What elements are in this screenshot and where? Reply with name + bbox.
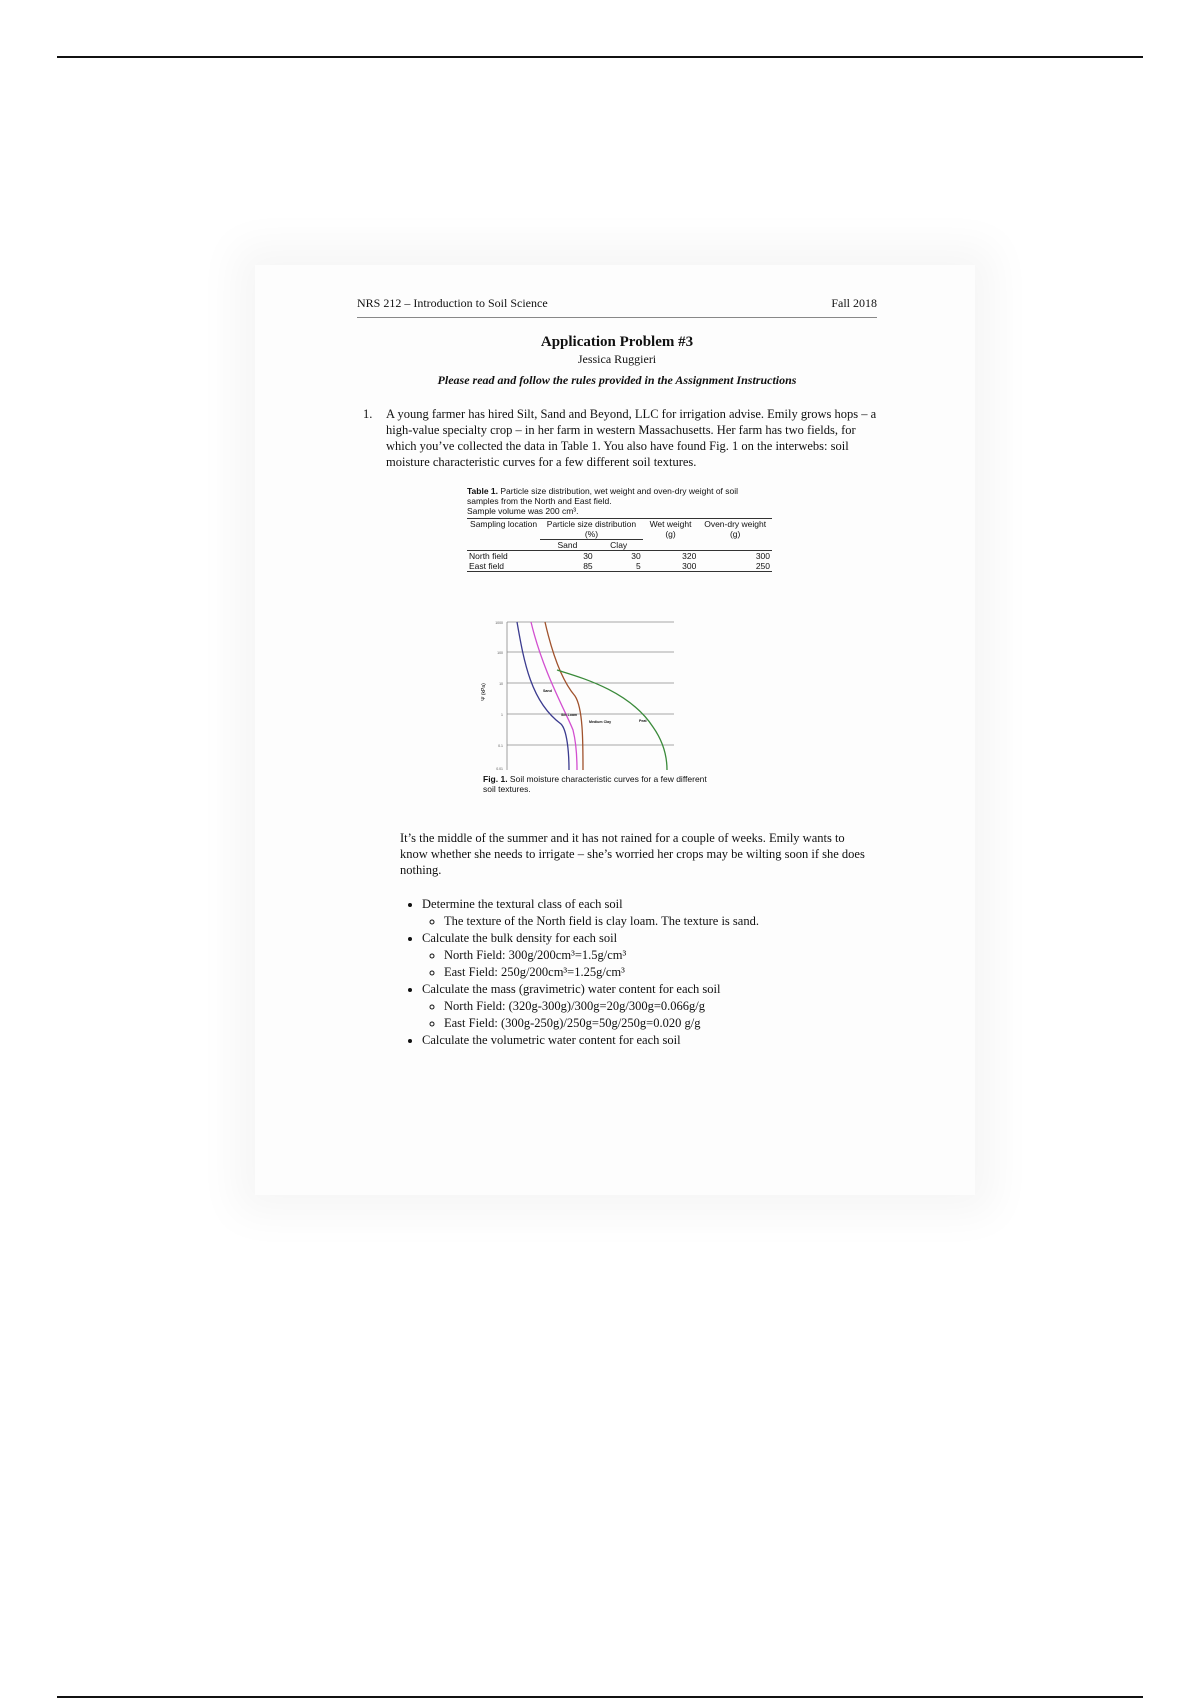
task-item [422, 896, 877, 930]
answer-item: ◦ East Field: (300g-250g)/250g=50g/250g=0.020 g/g [444, 1015, 877, 1032]
table-caption-label: Table 1. [467, 486, 499, 496]
y-tick-label: 10 [499, 682, 503, 686]
y-tick-label: 100 [497, 651, 503, 655]
col-particle: Particle size distribution (%) [540, 519, 643, 540]
y-tick-labels [495, 621, 503, 771]
col-sand: Sand [557, 540, 578, 550]
label-peat: Peat [639, 719, 647, 723]
task-text: Calculate the bulk density for each soil [422, 931, 618, 945]
figure-1 [479, 612, 719, 794]
task-text: Calculate the volumetric water content for each soil [422, 1033, 681, 1047]
task-item [422, 930, 877, 981]
task-item [422, 981, 877, 1032]
task-text: Determine the textural class of each soil [422, 897, 623, 911]
y-axis-label: Ψ (kPa) [481, 683, 487, 701]
table-caption [467, 486, 772, 506]
label-silt-loam: Silt Loam [561, 713, 578, 717]
document-page [357, 296, 877, 1049]
col-dry: Oven-dry weight (g) [704, 519, 767, 539]
author-name: Jessica Ruggieri [577, 352, 657, 366]
answer-item: ◦ East Field: 250g/200cm³=1.25g/cm³ [444, 964, 877, 981]
answer-item: ◦ North Field: 300g/200cm³=1.5g/cm³ [444, 947, 877, 964]
label-medium-clay: Medium Clay [589, 720, 612, 724]
col-location: Sampling location [470, 519, 538, 529]
cell-clay: 5 [635, 561, 641, 571]
answer-list [422, 947, 877, 981]
soil-moisture-chart [479, 612, 679, 772]
curve-labels [543, 689, 647, 724]
figure-caption [483, 774, 719, 794]
table-row [467, 561, 772, 572]
y-tick-label: 0.1 [498, 744, 503, 748]
table-note: Sample volume was 200 cm³. [467, 506, 579, 516]
table-caption-text: Particle size distribution, wet weight and oven-dry weight of soil samples from the North and East field. [467, 486, 739, 506]
answer-list [422, 998, 877, 1032]
question-1 [357, 406, 877, 470]
cell-location: East field [469, 561, 504, 571]
gridlines [507, 622, 674, 770]
table-row [467, 551, 772, 562]
question-text: A young farmer has hired Silt, Sand and Beyond, LLC for irrigation advise. Emily grows hops – a high-value specialty crop – in her farm in western Massachusetts. Her farm has two fields, for which you’ve collected the data in Table 1. You also have found Fig. 1 on the interwebs: soil moisture characteristic curves for a few different soil textures. [386, 407, 877, 469]
cell-sand: 85 [583, 561, 593, 571]
label-sand: Sand [543, 689, 552, 693]
y-tick-label: 1000 [495, 621, 503, 625]
sand-curve [517, 622, 569, 770]
data-table [467, 518, 772, 572]
medium-clay-curve [545, 622, 583, 770]
col-clay: Clay [610, 540, 628, 550]
cell-sand: 30 [583, 551, 593, 561]
y-tick-label: 0.01 [496, 767, 503, 771]
y-tick-label: 1 [501, 713, 503, 717]
col-wet: Wet weight (g) [649, 519, 692, 539]
course-name: NRS 212 – Introduction to Soil Science [357, 296, 548, 310]
answer-item: ◦ The texture of the North field is clay loam. The texture is sand. [444, 913, 877, 930]
page-header [357, 296, 877, 318]
table-1 [467, 486, 772, 572]
cell-wet: 320 [682, 551, 697, 561]
figure-caption-label: Fig. 1. [483, 774, 508, 784]
doc-title: Application Problem #3 [540, 334, 694, 350]
task-text: Calculate the mass (gravimetric) water content for each soil [422, 982, 721, 996]
instructions-note: Please read and follow the rules provided in the Assignment Instructions [437, 373, 797, 387]
term: Fall 2018 [831, 296, 877, 310]
scenario-paragraph: It’s the middle of the summer and it has not rained for a couple of weeks. Emily wants to know whether she needs to irrigate – she’s worried her crops may be wilting soon if she does nothing. [400, 831, 865, 877]
cell-wet: 300 [682, 561, 697, 571]
peat-curve [557, 670, 667, 770]
cell-location: North field [469, 551, 508, 561]
top-rule [57, 56, 1143, 58]
table-header-row [467, 519, 772, 540]
figure-caption-text: Soil moisture characteristic curves for a few different soil textures. [483, 774, 707, 794]
answer-item: ◦ North Field: (320g-300g)/300g=20g/300g=0.066g/g [444, 998, 877, 1015]
cell-dry: 250 [755, 561, 770, 571]
bottom-rule [57, 1696, 1143, 1698]
answer-list [422, 913, 877, 930]
cell-dry: 300 [755, 551, 770, 561]
task-item [422, 1032, 877, 1049]
task-list [400, 896, 877, 1049]
cell-clay: 30 [631, 551, 641, 561]
question-number: 1. [363, 407, 373, 421]
